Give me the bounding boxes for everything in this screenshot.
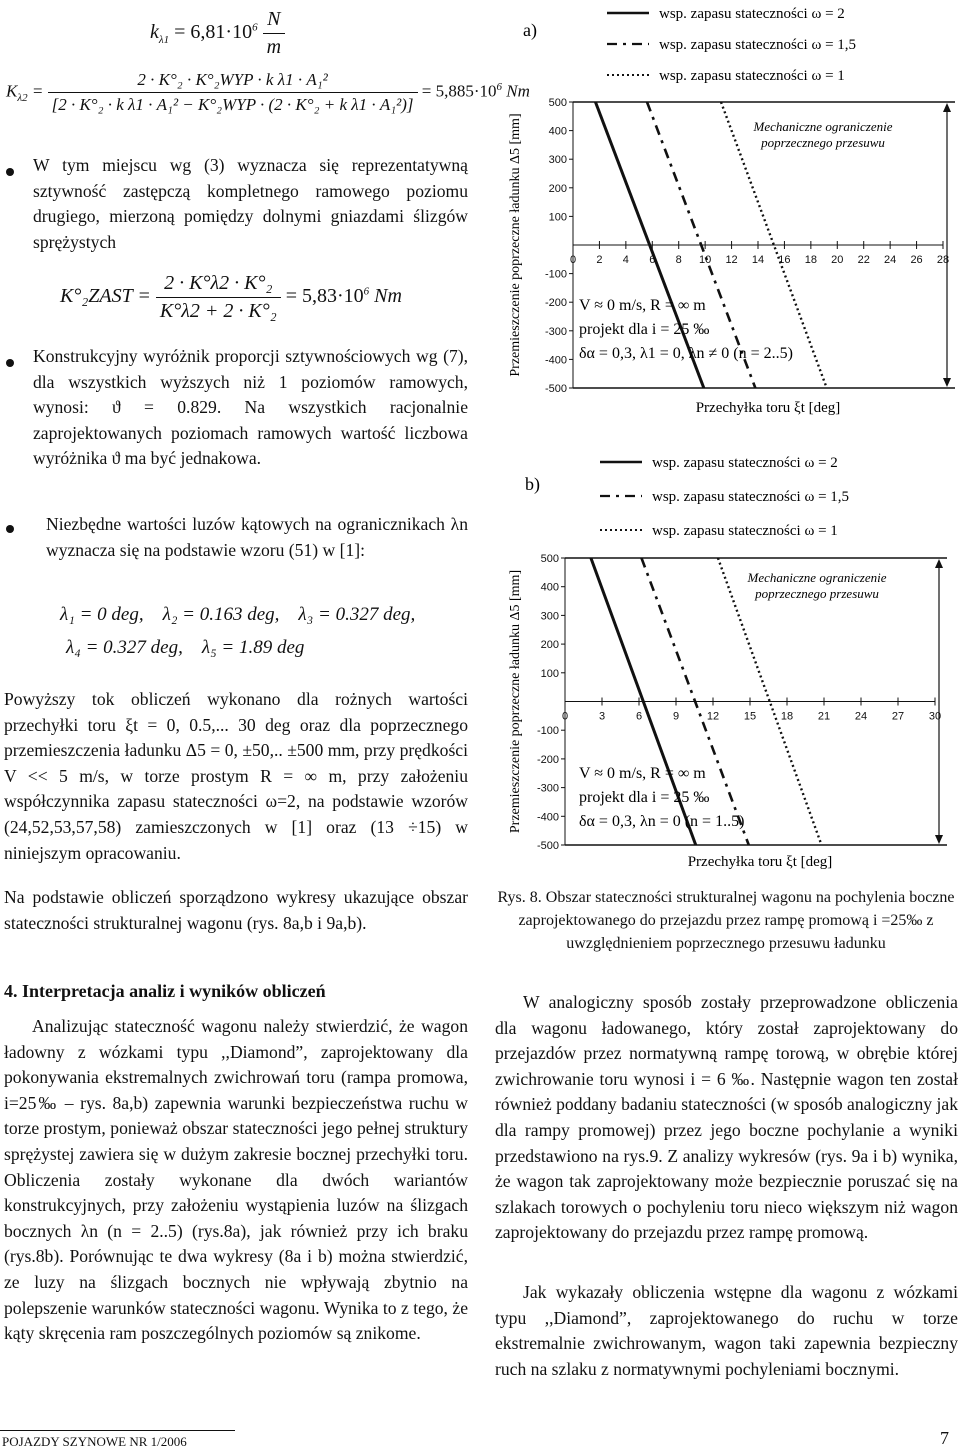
formula-unit: Nm (506, 81, 530, 101)
y-tick-label: -300 (544, 325, 567, 338)
y-tick-label: -400 (536, 811, 559, 824)
y-tick-label: 100 (548, 211, 567, 224)
legend-label: wsp. zapasu stateczności ω = 1 (659, 68, 845, 84)
annotation-text: Mechaniczne ograniczenie (747, 570, 887, 585)
panel-label: a) (523, 20, 537, 40)
formula-unit: Nm (374, 285, 402, 308)
chart-b (495, 448, 960, 878)
y-tick-label: 300 (548, 154, 567, 167)
y-tick-label: 400 (548, 125, 567, 138)
y-tick-label: -400 (544, 354, 567, 367)
x-tick-label: 24 (854, 710, 868, 723)
y-tick-label: -100 (536, 725, 559, 738)
formula-lambda-values: λ₁ = 0 deg, λ₂ = 0.163 deg, λ₃ = 0.327 deg, (60, 604, 416, 625)
y-tick-label: 300 (540, 610, 559, 623)
formula-k-lambda1 (150, 8, 285, 59)
limit-arrow-head-down (935, 835, 943, 844)
formula-value: = 6,81·10 (174, 21, 253, 44)
bullet-paragraph: Konstrukcyjny wyróżnik proporcji sztywnościowych wg (7), dla wszystkich wyższych niż 1 poziomów ramowych, wynosi: ϑ = 0.829. Na wszystkich racjonalnie zaprojektowanych poziomach ramowych wartość liczbowa wyróżnika ϑ ma być jednakowa. (33, 346, 468, 469)
body-paragraph: Jak wykazały obliczenia wstępne dla wagonu z wózkami typu ,,Diamond”, zaprojektowanego do ruchu w torze ekstremalnie zwichrowanym, wagon taki zapewnia bezpieczny ruch na szlaku z normatywnymi pochyleniami bocznymi. (495, 1282, 958, 1379)
legend-label: wsp. zapasu stateczności ω = 2 (652, 455, 838, 471)
formula-K-zast (60, 272, 402, 323)
info-text: projekt dla i = 25 ‰ (579, 789, 710, 806)
y-tick-label: -100 (544, 268, 567, 281)
bullet-paragraph: W tym miejscu wg (3) wyznacza się reprezentatywną sztywność zastępczą kompletnego ramowego poziomu drugiego, mierzoną pomiędzy dolnymi gniazdami ślizgów sprężystych (33, 155, 468, 252)
x-tick-label: 9 (672, 710, 680, 723)
info-text: δα = 0,3, λn = 0 (n = 1..5) (579, 813, 745, 830)
limit-arrow-head-up (935, 559, 943, 568)
formula-lambda-values: λ₄ = 0.327 deg, λ₅ = 1.89 deg (66, 637, 305, 658)
formula-symbol: K°₂ZAST = (60, 285, 151, 308)
info-text: δα = 0,3, λ1 = 0, λn ≠ 0 (n = 2..5) (579, 345, 793, 362)
x-tick-label: 6 (635, 710, 643, 723)
formula-value: = 5,885·10 (421, 81, 497, 101)
formula-symbol: K (6, 81, 18, 101)
x-tick-label: 18 (780, 710, 794, 723)
figure-caption: Rys. 8. Obszar stateczności strukturalnej wagonu na pochylenia boczne zaprojektowanego do przejazdu przez rampę promową i =25‰ z uwzględnieniem poprzecznego przesuwu ładunku (497, 889, 955, 952)
y-tick-label: 200 (548, 182, 567, 195)
x-axis-label: Przechyłka toru ξt [deg] (695, 400, 841, 416)
formula-denominator: K°λ2 + 2 · K°₂ (159, 300, 277, 322)
body-paragraph: Powyższy tok obliczeń wykonano dla rożnych wartości przechyłki toru ξt = 0, 0.5,... 30 deg oraz dla poprzecznego przemieszczenia ładunku Δ5 = 0, ±50,.. ±500 mm, przy prędkości V << 5 m/s, w torze prostym R = ∞ m, przy założeniu współczynnika zapasu stateczności ω=2, na podstawie wzorów (24,52,53,57,58) zamieszczonych w [1] oraz (13 ÷15) w niniejszym opracowaniu. (4, 689, 468, 863)
limit-arrow-head-up (943, 103, 951, 112)
footer-rule (0, 1430, 235, 1431)
annotation-text: poprzecznego przesuwu (755, 586, 879, 601)
x-tick-label: 15 (743, 710, 757, 723)
info-text: V ≈ 0 m/s, R = ∞ m (579, 765, 706, 782)
footer-journal: POJAZDY SZYNOWE NR 1/2006 (2, 1434, 187, 1449)
x-tick-label: 26 (910, 254, 923, 266)
x-tick-label: 22 (857, 254, 870, 266)
x-axis-label: Przechyłka toru ξt [deg] (687, 854, 833, 870)
x-tick-label: 4 (622, 254, 629, 266)
body-paragraph: W analogiczny sposób zostały przeprowadzone obliczenia dla wagonu ładowanego, który został zaprojektowany do przejazdów przez normatywną rampę torową, w obrębie której zwichrowanie toru wynosi i = 6 ‰. Następnie wagon ten został również poddany badaniu stateczności (w sposób analogiczny jak dla rampy promowej) przez jego boczne pochylanie a wyniki przedstawiono na rys.9. Z analizy wykresów (rys. 9a i b) wynika, że wagon tak zaprojektowany może bezpiecznie poruszać się na szlakach torowych o pochyleniu toru nieco większym niż wagon zaprojektowany do przejazdu przez rampę promową. (495, 992, 958, 1243)
y-axis-label: Przemieszczenie poprzeczne ładunku Δ5 [mm] (508, 569, 523, 834)
x-tick-label: 10 (699, 254, 712, 266)
x-tick-label: 0 (561, 710, 569, 723)
annotation-text: Mechaniczne ograniczenie (753, 119, 893, 134)
x-tick-label: 14 (751, 254, 765, 266)
page-number: 7 (940, 1428, 949, 1448)
formula-exponent: 6 (252, 21, 258, 34)
bullet-icon (6, 359, 14, 367)
x-tick-label: 8 (675, 254, 682, 266)
bullet-icon (6, 525, 14, 533)
formula-denominator: [2 · K°₂ · k λ1 · A₁² − K°₂WYP · (2 · K°₂ + k λ1 · A₁²)] (51, 95, 414, 114)
legend-label: wsp. zapasu stateczności ω = 1,5 (659, 37, 857, 53)
body-paragraph: Na podstawie obliczeń sporządzono wykresy ukazujące obszar stateczności strukturalnej wagonu (rys. 8a,b i 9a,b). (4, 887, 468, 933)
legend-label: wsp. zapasu stateczności ω = 1,5 (652, 489, 850, 505)
section-heading: 4. Interpretacja analiz i wyników obliczeń (4, 981, 326, 1001)
x-tick-label: 2 (596, 254, 603, 266)
y-tick-label: -500 (536, 840, 559, 852)
chart-a (495, 0, 960, 445)
annotation-text: poprzecznego przesuwu (761, 135, 885, 150)
legend-label: wsp. zapasu stateczności ω = 1 (652, 523, 838, 539)
y-axis-label: Przemieszczenie poprzeczne ładunku Δ5 [mm] (508, 113, 523, 377)
y-tick-label: -300 (536, 782, 559, 795)
formula-exponent: 6 (496, 80, 503, 93)
panel-label: b) (525, 474, 540, 494)
x-tick-label: 12 (706, 710, 720, 723)
formula-subscript: λ1 (158, 34, 170, 47)
x-tick-label: 6 (649, 254, 656, 266)
y-tick-label: 400 (540, 581, 559, 594)
bullet-paragraph: Niezbędne wartości luzów kątowych na ogranicznikach λn wyznacza się na podstawie wzoru (51) w [1]: (46, 514, 468, 560)
x-tick-label: 30 (928, 710, 942, 723)
x-tick-label: 21 (817, 710, 831, 723)
y-tick-label: 100 (540, 667, 559, 680)
info-text: V ≈ 0 m/s, R = ∞ m (579, 297, 706, 314)
formula-numerator: 2 · K°₂ · K°₂WYP · k λ1 · A₁² (48, 70, 418, 93)
limit-arrow-head-down (943, 378, 951, 387)
formula-value: = 5,83·10 (285, 285, 364, 308)
x-tick-label: 16 (778, 254, 791, 266)
x-tick-label: 3 (598, 710, 606, 723)
formula-K-lambda2: $K_{\lambda 2}$ = $\frac{\text{2 · K°₂ · K°₂WYP · k λ1 · A₁²}}{\text{[2 · K°₂ · k λ1 · A₁² − K°₂WYP · (2 · K°₂ + k λ1 · A₁²)]}}$ = $5,885\cdot 10^6$ Nm (6, 70, 530, 114)
x-tick-label: 20 (831, 254, 844, 266)
formula-symbol: k (150, 21, 159, 44)
formula-exponent: 6 (363, 285, 370, 298)
info-text: projekt dla i = 25 ‰ (579, 321, 710, 338)
formula-unit-numerator: N (263, 8, 285, 34)
body-paragraph: Analizując stateczność wagonu należy stwierdzić, że wagon ładowny z wózkami typu ,,Diamond”, zaprojektowany dla pokonywania ekstremalnych zwichrowań toru (rampa promowa, i=25‰ – rys. 8a,b) zapewnia warunki bezpieczeństwa ruchu w torze prostym, ponieważ obszar stateczności jego pełnej struktury sprężystej zawiera się w dużym zakresie bocznej przechyłki toru. Obliczenia zostały wykonane dla dwóch wariantów konstrukcyjnych, przy założeniu wystąpienia luzów na ślizgach bocznych λn (n = 2..5) (rys.8a), jak również przy ich braku (rys.8b). Porównując te dwa wykresy (8a i b) można stwierdzić, ze luzy na ślizgach bocznych nie wpływają zbytnio na polepszenie warunków stateczności wagonu. Wynika to z tego, że kąty skręcenia ram poszczególnych poziomów są znikome. (4, 1016, 468, 1344)
legend-label: wsp. zapasu stateczności ω = 2 (659, 6, 845, 22)
y-tick-label: -200 (536, 753, 559, 766)
y-tick-label: 500 (540, 553, 559, 565)
x-tick-label: 27 (891, 710, 905, 723)
x-tick-label: 24 (884, 254, 897, 266)
bullet-icon (6, 168, 14, 176)
x-tick-label: 28 (936, 254, 950, 266)
y-tick-label: -200 (544, 297, 567, 310)
x-tick-label: 18 (804, 254, 817, 266)
formula-numerator: 2 · K°λ2 · K°₂ (156, 272, 281, 298)
y-tick-label: -500 (544, 383, 567, 395)
x-tick-label: 12 (725, 254, 738, 266)
formula-unit-denominator: m (266, 36, 282, 58)
y-tick-label: 200 (540, 639, 559, 652)
x-tick-label: 0 (569, 254, 577, 266)
y-tick-label: 500 (548, 97, 567, 109)
